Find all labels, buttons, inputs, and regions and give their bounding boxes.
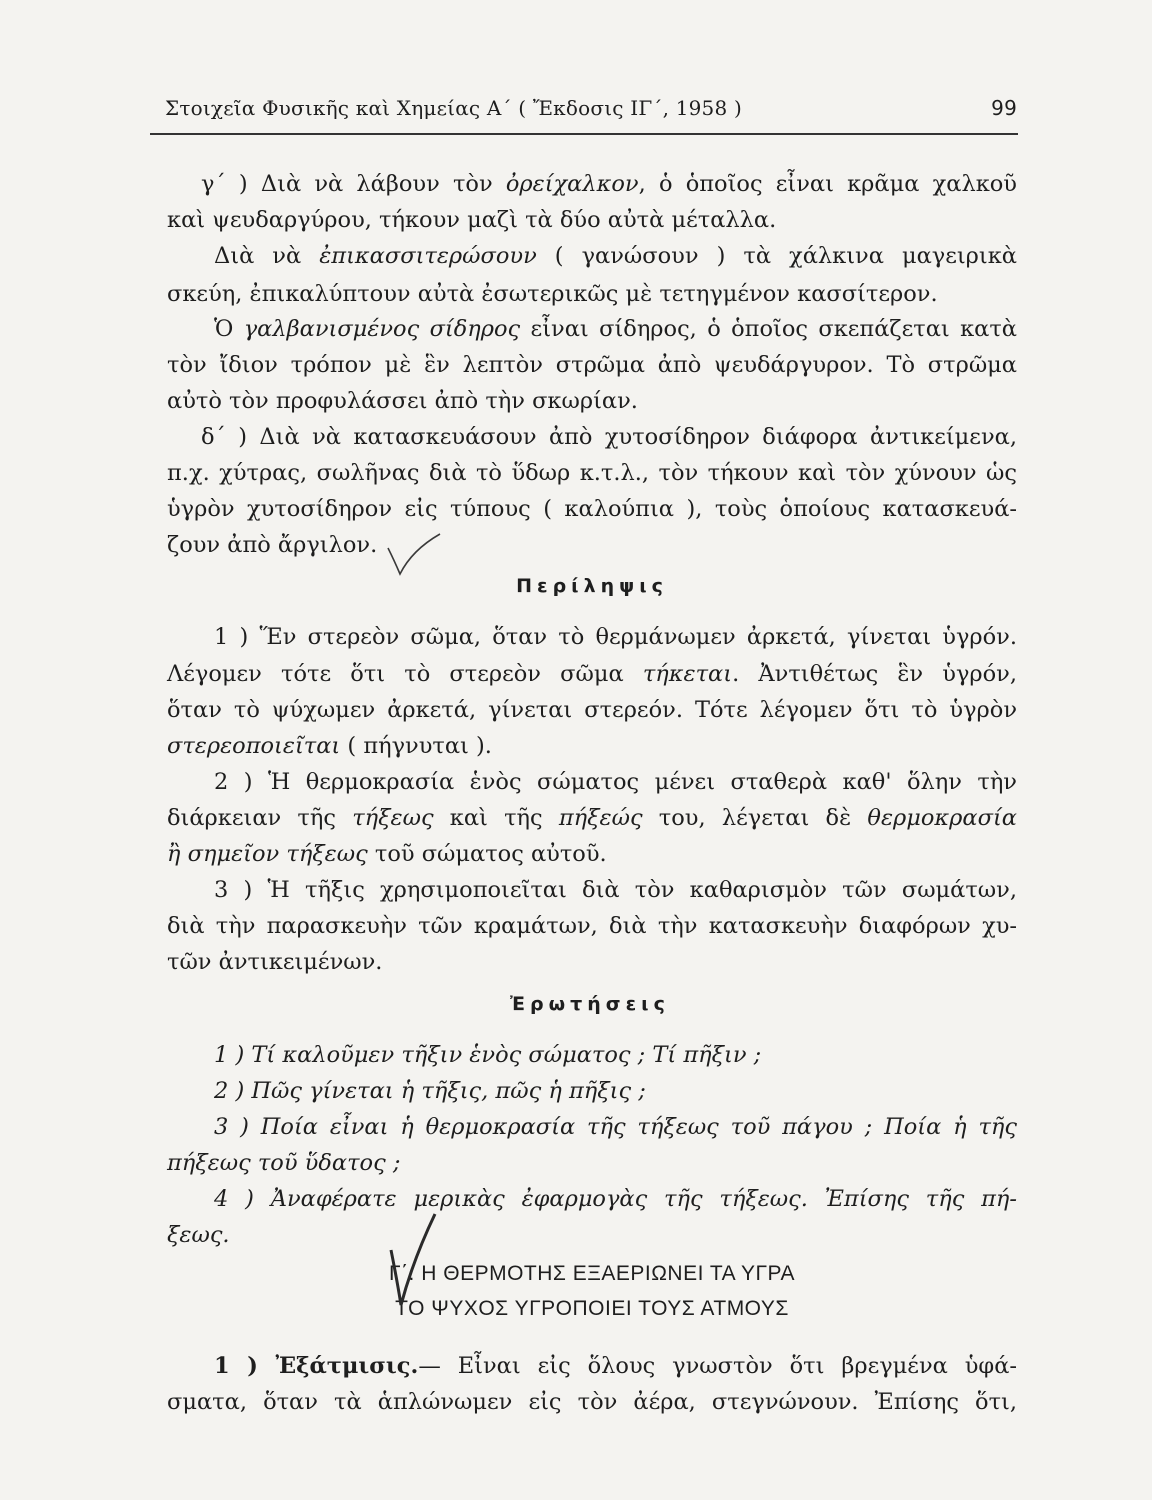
text-line: ὅταν τὸ ψύχωμεν ἀρκετά, γίνεται στερεόν. Τότε λέγομεν ὅτι τὸ ὑγρὸν — [167, 697, 1017, 723]
question-item: 2 ) Πῶς γίνεται ἡ τῆξις, πῶς ἡ πῆξις ; — [214, 1078, 646, 1104]
text-line: 1 ) Ἕν στερεὸν σῶμα, ὅταν τὸ θερμάνωμεν ἀρκετά, γίνεται ὑγρόν. — [214, 624, 1017, 650]
text-line: γ΄ ) Διὰ νὰ λάβουν τὸν ὀρείχαλκον, ὁ ὁποῖος εἶναι κρᾶμα χαλκοῦ — [201, 171, 1017, 197]
page-number: 99 — [991, 96, 1017, 120]
text-line: ὑγρὸν χυτοσίδηρον εἰς τύπους ( καλούπια ), τοὺς ὁποίους κατασκευά- — [167, 496, 1017, 522]
text-line: π.χ. χύτρας, σωλῆνας διὰ τὸ ὕδωρ κ.τ.λ., τὸν τήκουν καὶ τὸν χύνουν ὡς — [167, 460, 1017, 486]
header-title: Στοιχεῖα Φυσικῆς καὶ Χημείας Α΄ ( Ἔκδοσις ΙΓ΄, 1958 ) — [165, 96, 742, 120]
check-mark-icon — [385, 1210, 445, 1310]
text-line: δ΄ ) Διὰ νὰ κατασκευάσουν ἀπὸ χυτοσίδηρον διάφορα ἀντικείμενα, — [201, 424, 1017, 450]
text-line: στερεοποιεῖται ( πήγνυται ). — [167, 733, 492, 759]
text-line: 1 ) Ἐξάτμισις.— Εἶναι εἰς ὅλους γνωστὸν ὅτι βρεγμένα ὑφά- — [214, 1353, 1017, 1379]
question-item: πήξεως τοῦ ὕδατος ; — [167, 1150, 401, 1176]
questions-heading: Ἐρωτήσεις — [510, 993, 670, 1015]
question-item: ξεως. — [167, 1222, 230, 1248]
section-title: Γ΄. Η ΘΕΡΜΟΤΗΣ ΕΞΑΕΡΙΩΝΕΙ ΤΑ ΥΓΡΑ — [389, 1262, 795, 1285]
check-mark-icon — [380, 530, 450, 580]
running-header — [165, 96, 1017, 120]
text-line: σκεύη, ἐπικαλύπτουν αὐτὰ ἐσωτερικῶς μὲ τετηγμένον κασσίτερον. — [167, 281, 938, 307]
text-line: διὰ τὴν παρασκευὴν τῶν κραμάτων, διὰ τὴν κατασκευὴν διαφόρων χυ- — [167, 913, 1017, 939]
text-line: τὸν ἴδιον τρόπον μὲ ἓν λεπτὸν στρῶμα ἀπὸ ψευδάργυρον. Τὸ στρῶμα — [167, 352, 1017, 378]
text-line: 2 ) Ἡ θερμοκρασία ἑνὸς σώματος μένει σταθερὰ καθ' ὅλην τὴν — [214, 769, 1017, 795]
text-line: ἢ σημεῖον τήξεως τοῦ σώματος αὐτοῦ. — [167, 841, 607, 867]
summary-heading: Περίληψις — [516, 575, 668, 597]
text-line: ζουν ἀπὸ ἄργιλον. — [167, 532, 378, 558]
question-item: 1 ) Τί καλοῦμεν τῆξιν ἑνὸς σώματος ; Τί πῆξιν ; — [214, 1042, 762, 1068]
text-line: Διὰ νὰ ἐπικασσιτερώσουν ( γανώσουν ) τὰ χάλκινα μαγειρικὰ — [214, 243, 1017, 269]
subsection-title: 1 ) Ἐξάτμισις. — [214, 1353, 419, 1379]
text-line: Ὁ γαλβανισμένος σίδηρος εἶναι σίδηρος, ὁ ὁποῖος σκεπάζεται κατὰ — [214, 316, 1017, 342]
text-line: σματα, ὅταν τὰ ἁπλώνωμεν εἰς τὸν ἀέρα, στεγνώνουν. Ἐπίσης ὅτι, — [167, 1389, 1017, 1415]
text-line: καὶ ψευδαργύρου, τήκουν μαζὶ τὰ δύο αὐτὰ μέταλλα. — [167, 207, 777, 233]
text-line: τῶν ἀντικειμένων. — [167, 949, 383, 975]
section-subtitle: ΤΟ ΨΥΧΟΣ ΥΓΡΟΠΟΙΕΙ ΤΟΥΣ ΑΤΜΟΥΣ — [395, 1297, 789, 1320]
text-line: Λέγομεν τότε ὅτι τὸ στερεὸν σῶμα τήκεται. Ἀντιθέτως ἓν ὑγρόν, — [167, 661, 1017, 687]
question-item: 4 ) Ἀναφέρατε μερικὰς ἐφαρμογὰς τῆς τήξεως. Ἐπίσης τῆς πή- — [214, 1186, 1017, 1212]
text-line: 3 ) Ἡ τῆξις χρησιμοποιεῖται διὰ τὸν καθαρισμὸν τῶν σωμάτων, — [214, 877, 1017, 903]
question-item: 3 ) Ποία εἶναι ἡ θερμοκρασία τῆς τήξεως τοῦ πάγου ; Ποία ἡ τῆς — [214, 1114, 1017, 1140]
text-line: αὐτὸ τὸν προφυλάσσει ἀπὸ τὴν σκωρίαν. — [167, 388, 638, 414]
text-line: διάρκειαν τῆς τήξεως καὶ τῆς πήξεώς του, λέγεται δὲ θερμοκρασία — [167, 805, 1017, 831]
header-rule — [150, 133, 1018, 135]
